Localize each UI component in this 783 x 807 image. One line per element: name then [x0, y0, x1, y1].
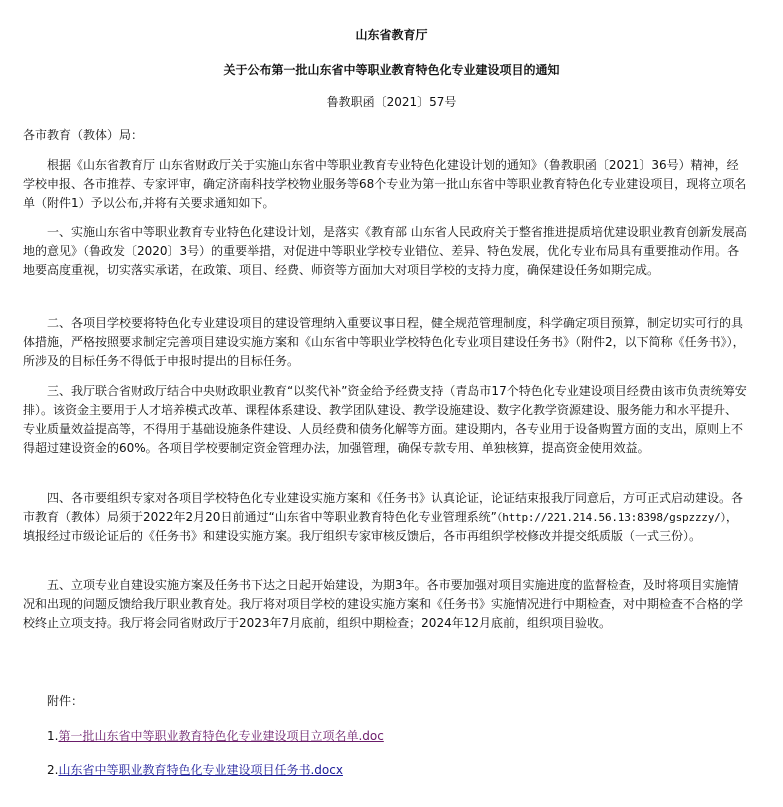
attachment-link-project-list[interactable]: 第一批山东省中等职业教育特色化专业建设项目立项名单.doc: [58, 729, 384, 743]
issuing-organization: 山东省教育厅: [355, 28, 428, 42]
salutation: 各市教育（教体）局：: [23, 128, 144, 142]
attachment-number: 2.: [47, 763, 59, 777]
document-title: 关于公布第一批山东省中等职业教育特色化专业建设项目的通知: [223, 63, 560, 77]
paragraph-4: [23, 489, 748, 546]
attachment-item: [47, 761, 343, 778]
system-url: （http://221.214.56.13:8398/gspzzzy/）: [496, 511, 726, 524]
paragraph-2: 二、各项目学校要将特色化专业建设项目的建设管理纳入重要议事日程，健全规范管理制度，科学确定项目预算，制定切实可行的具体措施，严格按照要求制定完善项目建设实施方案和《山东省中等职业学校特色化专业项目建设任务书》（附件2，以下简称《任务书》），所涉及的目标任务不得低于申报时提出的目标任务。: [23, 316, 745, 368]
paragraph-1: 一、实施山东省中等职业教育专业特色化建设计划，是落实《教育部 山东省人民政府关于整省推进提质培优建设职业教育创新发展高地的意见》（鲁政发〔2020〕3号）的重要举措，对促进中等职业学校专业错位、差异、特色发展，优化专业布局具有重要推动作用。各地要高度重视，切实落实承诺，在政策、项目、经费、师资等方面加大对项目学校的支持力度，确保建设任务如期完成。: [23, 225, 747, 277]
attachment-item: [47, 727, 384, 744]
document-number: 鲁教职函〔2021〕57号: [326, 95, 457, 109]
attachments-label: 附件：: [47, 694, 84, 708]
paragraph-intro: 根据《山东省教育厅 山东省财政厅关于实施山东省中等职业教育专业特色化建设计划的通知》（鲁教职函〔2021〕36号）精神，经学校申报、各市推荐、专家评审，确定济南科技学校物业服务等68个专业为第一批山东省中等职业教育特色化专业建设项目，现将立项名单（附件1）予以公布,并将有关要求通知如下。: [23, 158, 747, 210]
paragraph-5: 五、立项专业自建设实施方案及任务书下达之日起开始建设，为期3年。各市要加强对项目实施进度的监督检查，及时将项目实施情况和出现的问题反馈给我厅职业教育处。我厅将对项目学校的建设实施方案和《任务书》实施情况进行中期检查，对中期检查不合格的学校终止立项支持。我厅将会同省财政厅于2023年7月底前，组织中期检查；2024年12月底前，组织项目验收。: [23, 578, 744, 630]
paragraph-4-text-b: ，填报经过市级论证后的《任务书》和建设实施方案。我厅组织专家审核反馈后，各市再组织学校修改并提交纸质版（一式三份）。: [23, 510, 738, 543]
paragraph-4-text-a: 四、各市要组织专家对各项目学校特色化专业建设实施方案和《任务书》认真论证，论证结束报我厅同意后，方可正式启动建设。各市教育（教体）局须于2022年2月20日前通过“山东省中等职业教育特色化专业管理系统”: [23, 491, 744, 524]
paragraph-3: 三、我厅联合省财政厅结合中央财政职业教育“以奖代补”资金给予经费支持（青岛市17个特色化专业建设项目经费由该市负责统筹安排）。该资金主要用于人才培养模式改革、课程体系建设、教学团队建设、教学设施建设、数字化教学资源建设、服务能力和水平提升、专业质量效益提高等，不得用于基础设施条件建设、人员经费和债务化解等方面。建设期内，各专业用于设备购置方面的支出，原则上不得超过建设资金的60%。各项目学校要制定资金管理办法，加强管理，确保专款专用、单独核算，提高资金使用效益。: [23, 384, 747, 455]
attachment-link-task-book[interactable]: 山东省中等职业教育特色化专业建设项目任务书.docx: [58, 763, 343, 777]
attachment-number: 1.: [47, 729, 59, 743]
